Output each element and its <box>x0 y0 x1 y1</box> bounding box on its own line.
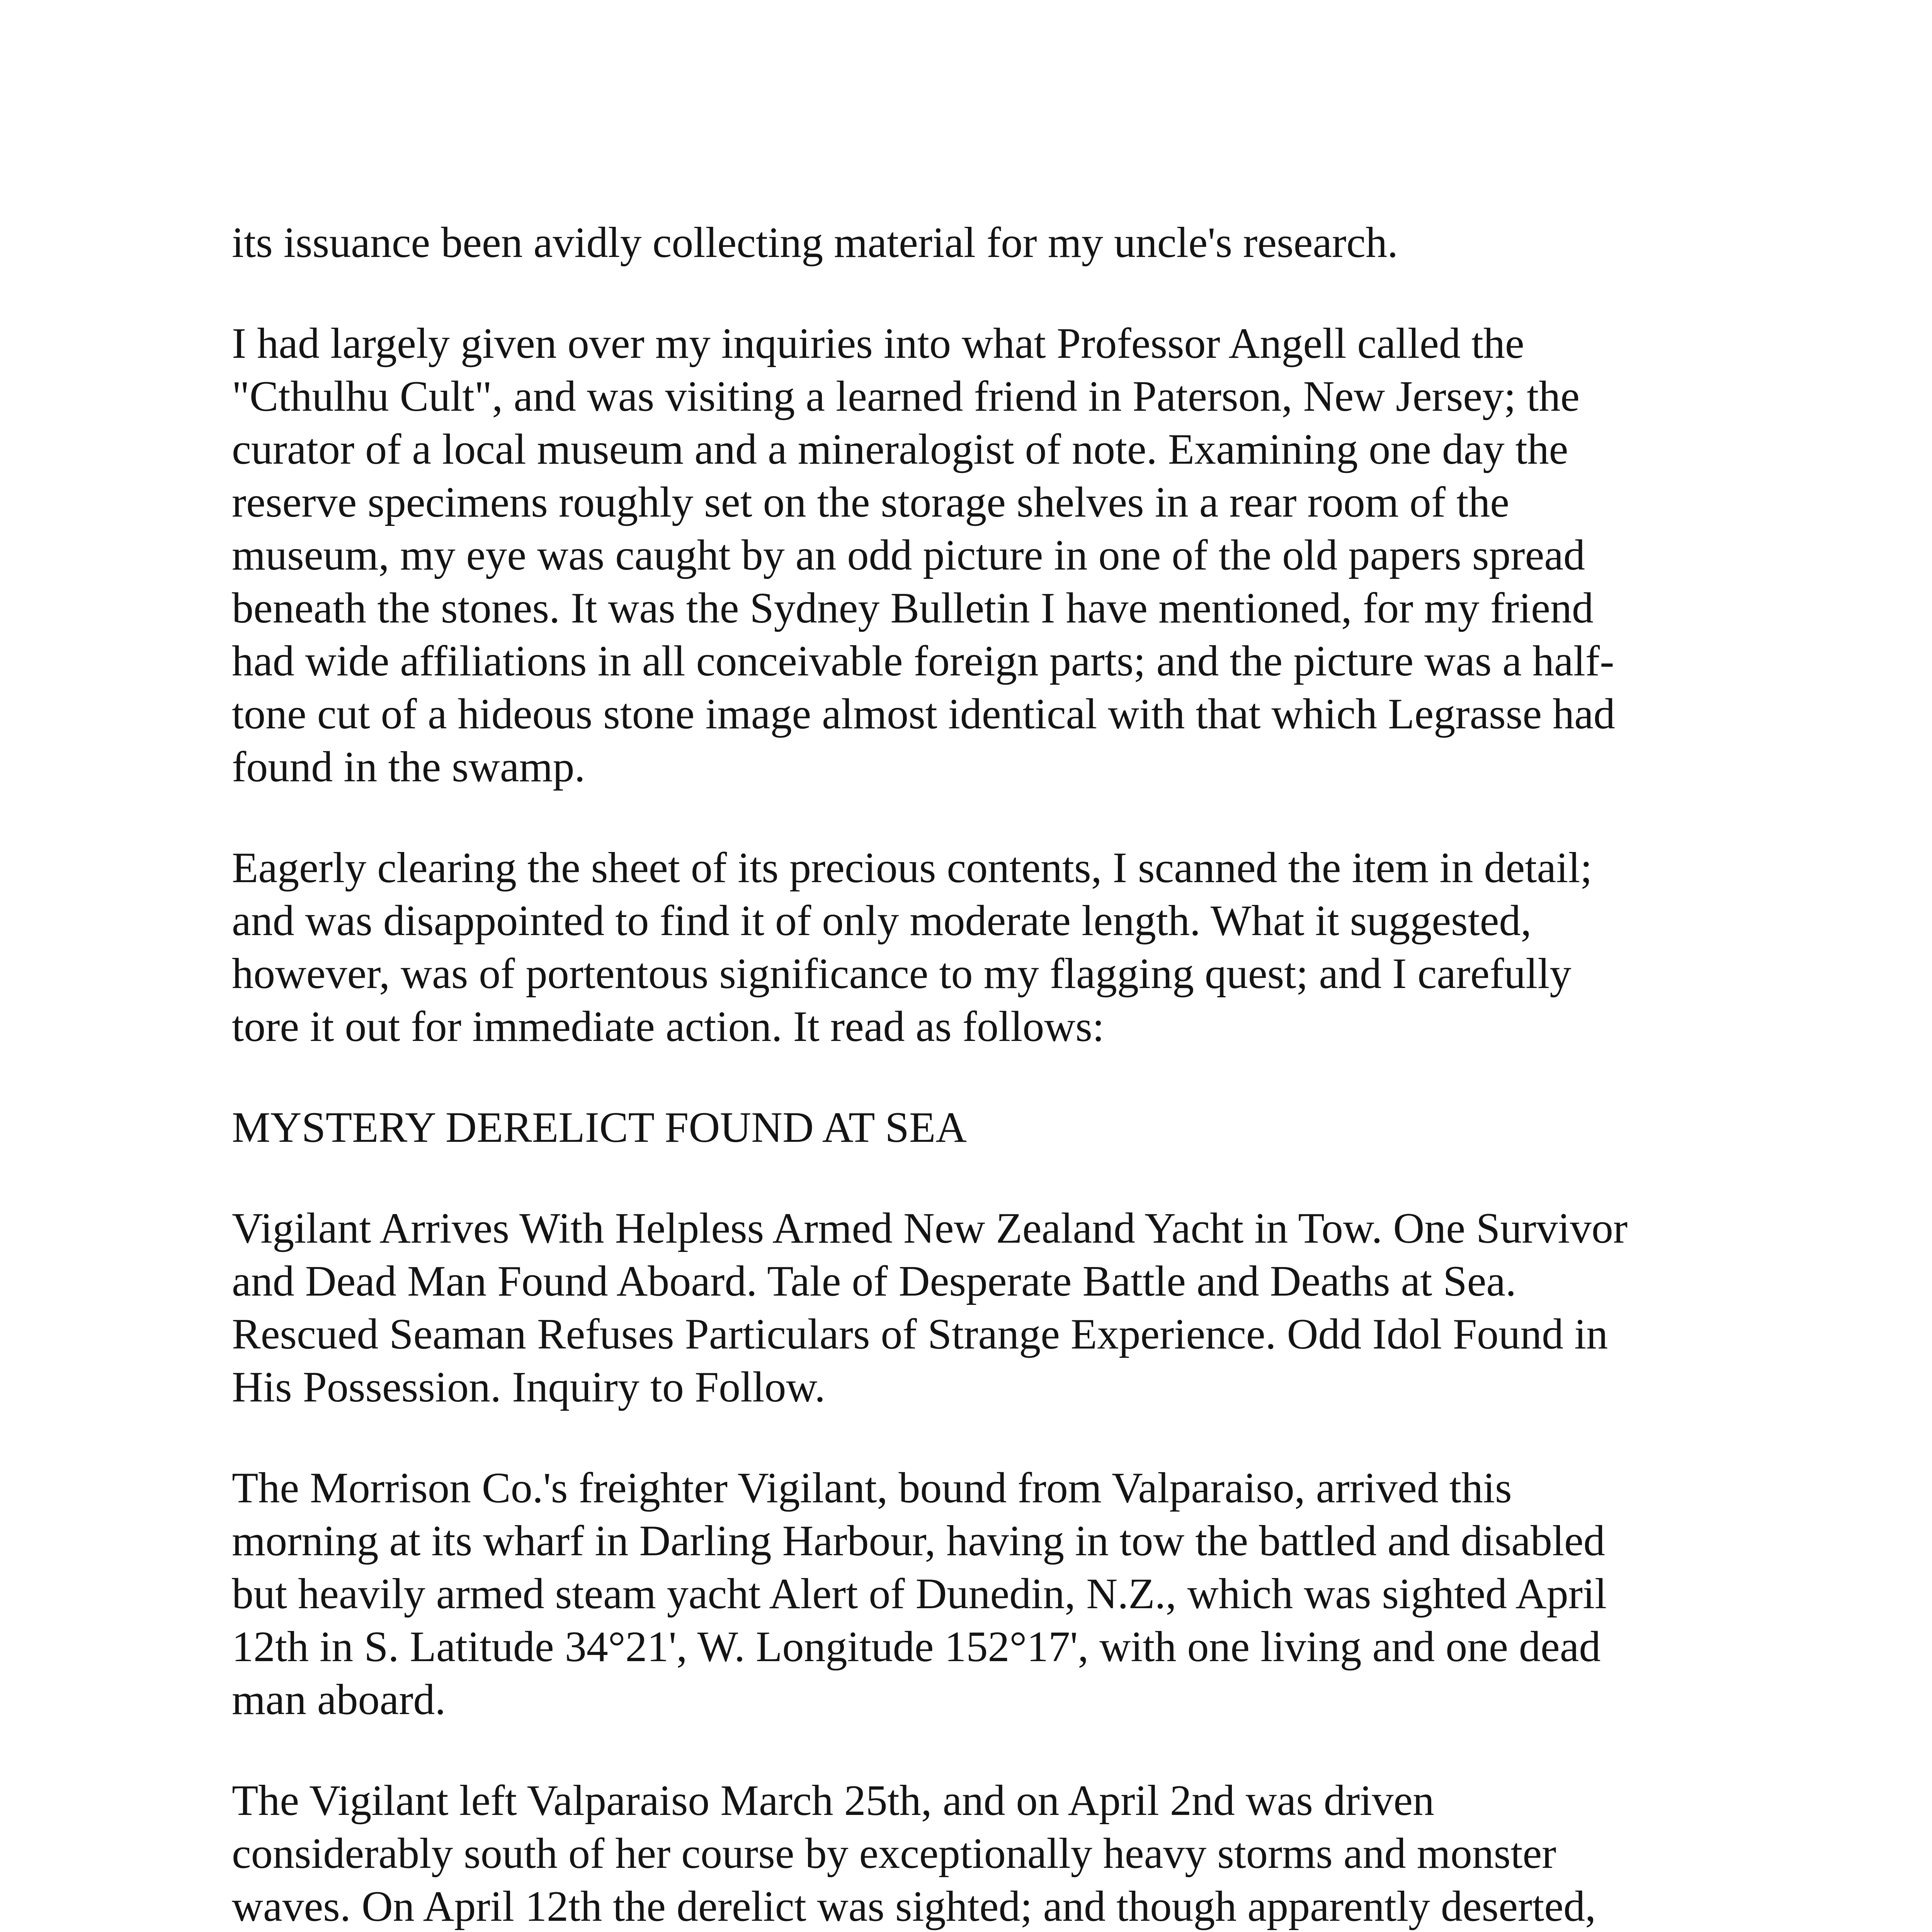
text-line: Eagerly clearing the sheet of its precious contents, I scanned the item in detail; <box>232 844 1592 892</box>
text-line: tone cut of a hideous stone image almost identical with that which Legrasse had <box>232 690 1615 738</box>
text-line: however, was of portentous significance to my flagging quest; and I carefully <box>232 950 1571 998</box>
text-line: tore it out for immediate action. It read as follows: <box>232 1003 1104 1051</box>
text-line: 12th in S. Latitude 34°21', W. Longitude 152°17', with one living and one dead <box>232 1623 1601 1671</box>
text-line: and Dead Man Found Aboard. Tale of Desperate Battle and Deaths at Sea. <box>232 1257 1517 1305</box>
paragraph-7 <box>232 1774 1770 1932</box>
text-line: man aboard. <box>232 1676 446 1724</box>
paragraph-3 <box>232 842 1770 1053</box>
text-line: I had largely given over my inquiries into what Professor Angell called the <box>232 320 1524 367</box>
text-line: had wide affiliations in all conceivable foreign parts; and the picture was a half- <box>232 637 1614 685</box>
text-line: but heavily armed steam yacht Alert of Dunedin, N.Z., which was sighted April <box>232 1570 1607 1618</box>
text-line: Vigilant Arrives With Helpless Armed New Zealand Yacht in Tow. One Survivor <box>232 1204 1628 1252</box>
text-line: beneath the stones. It was the Sydney Bulletin I have mentioned, for my friend <box>232 584 1594 632</box>
text-line: waves. On April 12th the derelict was sighted; and though apparently deserted, <box>232 1883 1596 1930</box>
text-line: found in the swamp. <box>232 743 585 791</box>
text-line: The Vigilant left Valparaiso March 25th, and on April 2nd was driven <box>232 1777 1435 1825</box>
paragraph-1 <box>232 216 1770 269</box>
paragraph-2 <box>232 317 1770 794</box>
text-line: His Possession. Inquiry to Follow. <box>232 1363 826 1411</box>
text-line: The Morrison Co.'s freighter Vigilant, bound from Valparaiso, arrived this <box>232 1464 1512 1512</box>
text-line: morning at its wharf in Darling Harbour, having in tow the battled and disabled <box>232 1517 1605 1565</box>
text-line: curator of a local museum and a mineralogist of note. Examining one day the <box>232 425 1568 473</box>
text-line: museum, my eye was caught by an odd picture in one of the old papers spread <box>232 531 1585 579</box>
text-line: "Cthulhu Cult", and was visiting a learned friend in Paterson, New Jersey; the <box>232 372 1580 420</box>
text-line: reserve specimens roughly set on the storage shelves in a rear room of the <box>232 478 1510 526</box>
paragraph-6 <box>232 1462 1770 1726</box>
body-text <box>232 216 1770 1932</box>
text-line: Rescued Seaman Refuses Particulars of Strange Experience. Odd Idol Found in <box>232 1310 1608 1358</box>
text-line: and was disappointed to find it of only moderate length. What it suggested, <box>232 897 1532 945</box>
text-line: MYSTERY DERELICT FOUND AT SEA <box>232 1104 967 1151</box>
article-subheadline <box>232 1202 1770 1414</box>
text-line: its issuance been avidly collecting material for my uncle's research. <box>232 219 1398 267</box>
text-line: considerably south of her course by exceptionally heavy storms and monster <box>232 1830 1556 1878</box>
article-headline <box>232 1101 1770 1154</box>
